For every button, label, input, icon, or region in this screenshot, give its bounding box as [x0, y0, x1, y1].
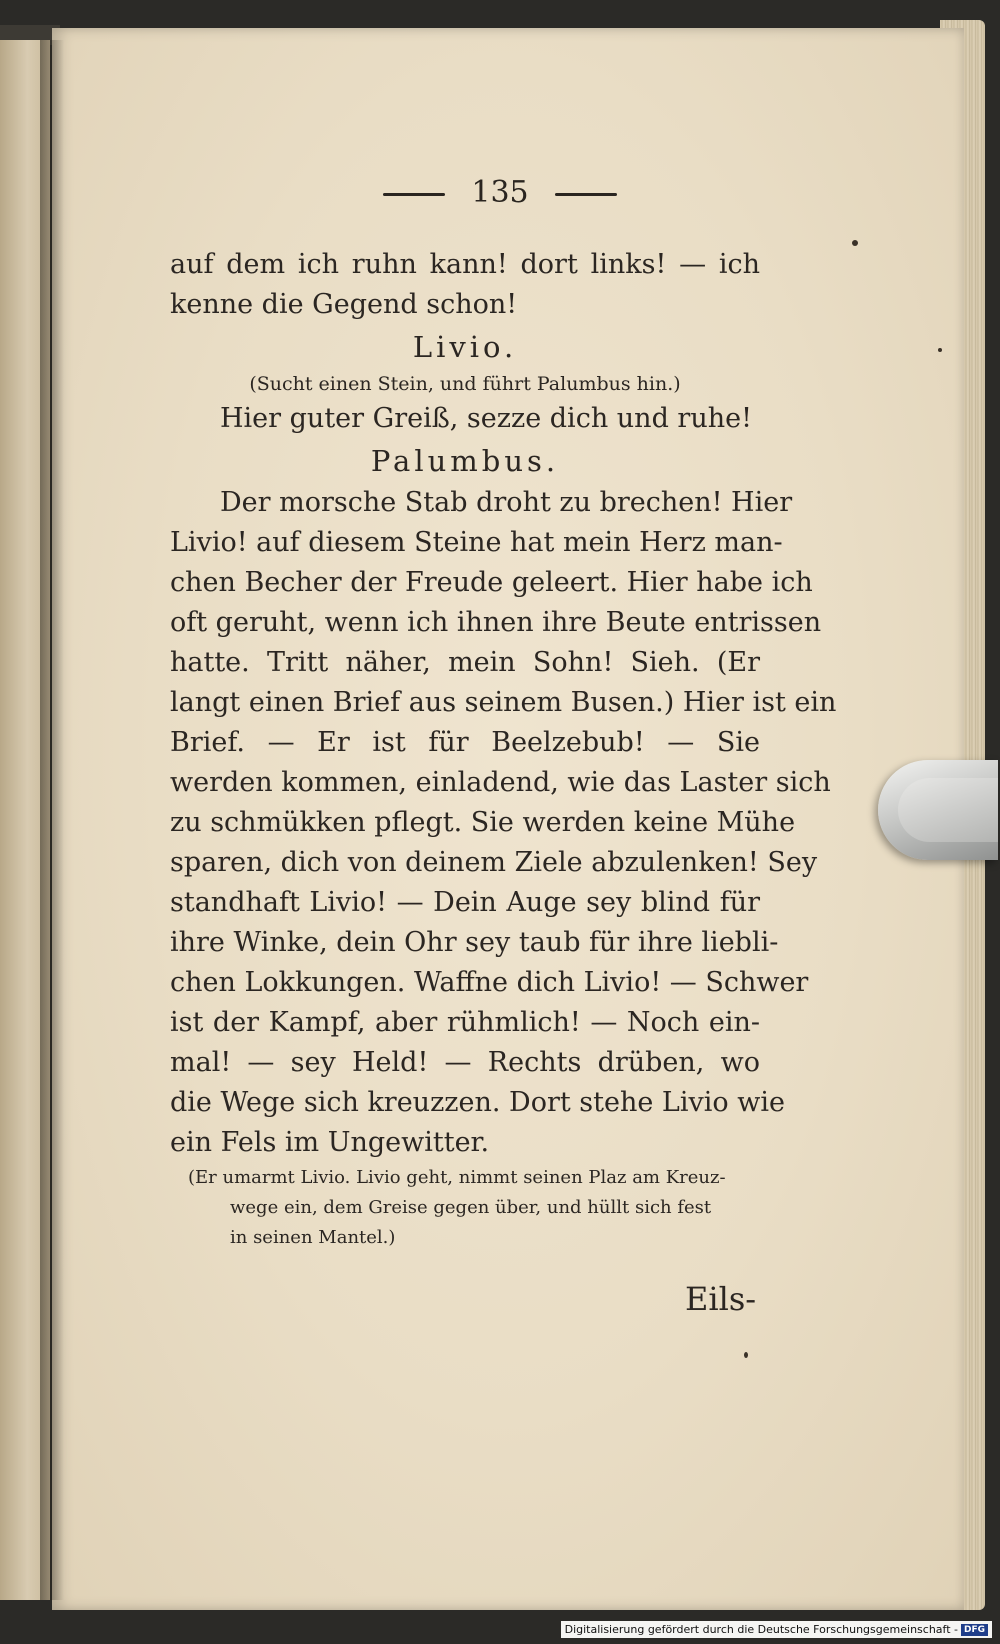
text-line: auf dem ich ruhn kann! dort links! — ich — [170, 249, 760, 280]
text-line: kenne die Gegend schon! — [170, 289, 518, 320]
text-line: zu schmükken pflegt. Sie werden keine Mühe — [170, 807, 796, 838]
text-line: langt einen Brief aus seinem Busen.) Hier ist ein — [170, 687, 837, 718]
text-line: Brief. — Er ist für Beelzebub! — Sie — [170, 727, 760, 758]
text-line: Der morsche Stab droht zu brechen! Hier — [220, 487, 793, 518]
stage-line: in seinen Mantel.) — [230, 1227, 396, 1248]
text-line: Hier guter Greiß, sezze dich und ruhe! — [220, 403, 752, 434]
text-line: ist der Kampf, aber rühmlich! — Noch ein- — [170, 1007, 760, 1038]
footer-text: Digitalisierung gefördert durch die Deutsche Forschungsgemeinschaft - — [564, 1623, 958, 1636]
catchword: Eils- — [685, 1280, 757, 1318]
text-line: Livio! auf diesem Steine hat mein Herz man- — [170, 527, 783, 558]
page-text — [170, 245, 837, 1253]
header-rule-left — [383, 193, 445, 196]
gutter-shadow — [40, 40, 64, 1600]
text-line: ihre Winke, dein Ohr sey taub für ihre liebli- — [170, 927, 779, 958]
paper-speck — [852, 240, 858, 246]
stage-direction: (Sucht einen Stein, und führt Palumbus hin.) — [249, 373, 681, 395]
text-line: mal! — sey Held! — Rechts drüben, wo — [170, 1047, 760, 1078]
dfg-logo-icon: DFG — [961, 1624, 988, 1636]
paper-speck — [744, 1352, 748, 1358]
text-line: werden kommen, einladend, wie das Laster sich — [170, 767, 831, 798]
speaker-livio: Livio. — [412, 330, 518, 364]
page-header — [0, 175, 1000, 210]
text-line: chen Lokkungen. Waffne dich Livio! — Schwer — [170, 967, 809, 998]
text-line: die Wege sich kreuzzen. Dort stehe Livio wie — [170, 1087, 785, 1118]
stage-line: wege ein, dem Greise gegen über, und hüllt sich fest — [230, 1197, 712, 1218]
stage-direction-block — [170, 1163, 760, 1253]
speaker-palumbus: Palumbus. — [370, 444, 560, 478]
text-line: ein Fels im Ungewitter. — [170, 1127, 490, 1158]
text-line: hatte. Tritt näher, mein Sohn! Sieh. (Er — [170, 647, 760, 678]
page-clip-inner — [898, 778, 998, 842]
digitization-footer — [561, 1621, 992, 1638]
text-line: standhaft Livio! — Dein Auge sey blind für — [170, 887, 760, 918]
page-number: 135 — [471, 175, 529, 210]
paper-speck — [938, 348, 942, 352]
text-line: oft geruht, wenn ich ihnen ihre Beute entrissen — [170, 607, 822, 638]
text-line: chen Becher der Freude geleert. Hier habe ich — [170, 567, 813, 598]
header-rule-right — [555, 193, 617, 196]
text-line: sparen, dich von deinem Ziele abzulenken! Sey — [170, 847, 818, 878]
stage-line: (Er umarmt Livio. Livio geht, nimmt seinen Plaz am Kreuz- — [188, 1167, 726, 1188]
